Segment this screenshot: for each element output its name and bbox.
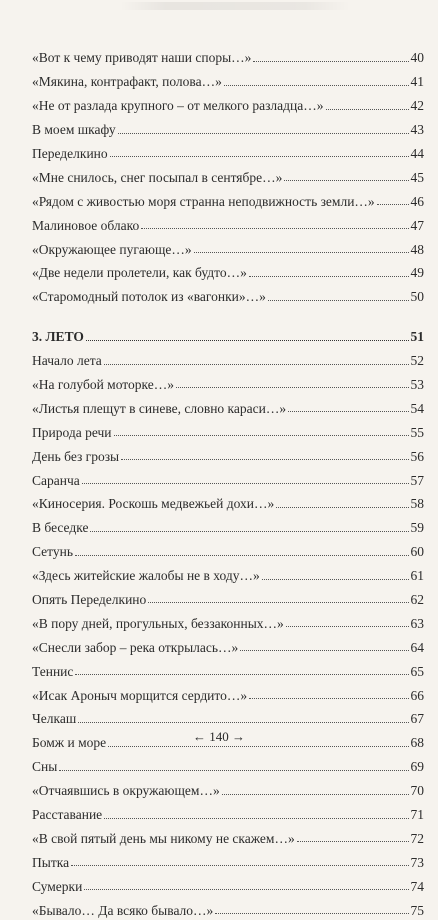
toc-entry-page: 63 bbox=[410, 615, 424, 631]
toc-entry bbox=[32, 92, 424, 116]
toc-entry-title: «Не от разлада крупного – от мелкого разладца…» bbox=[32, 98, 324, 114]
toc-entry-page: 43 bbox=[410, 122, 424, 138]
toc-entry-title: «Бывало… Да всяко бывало…» bbox=[32, 902, 214, 918]
toc-entry bbox=[32, 681, 424, 705]
page-folio: ← 140 → bbox=[193, 729, 245, 744]
toc-entry-page: 55 bbox=[410, 424, 424, 440]
dot-leader bbox=[84, 888, 408, 890]
toc-entry bbox=[32, 753, 424, 777]
toc-entry-page: 56 bbox=[410, 448, 424, 464]
toc-entry bbox=[32, 211, 424, 235]
toc-entry-title: «Здесь житейские жалобы не в ходу…» bbox=[32, 568, 260, 584]
toc-entry-title: Опять Переделкино bbox=[32, 591, 147, 607]
toc-entry bbox=[32, 466, 424, 490]
toc-entry bbox=[32, 586, 424, 610]
toc-entry-title: Теннис bbox=[32, 663, 74, 679]
toc-entry-page: 52 bbox=[410, 353, 424, 369]
toc-entry bbox=[32, 896, 424, 920]
table-of-contents bbox=[32, 44, 424, 920]
toc-entry bbox=[32, 163, 424, 187]
toc-entry-page: 62 bbox=[410, 591, 424, 607]
dot-leader bbox=[71, 864, 408, 866]
toc-entry bbox=[32, 442, 424, 466]
toc-entry bbox=[32, 418, 424, 442]
dot-leader bbox=[121, 458, 408, 460]
toc-entry-title: «Вот к чему приводят наши споры…» bbox=[32, 50, 252, 66]
toc-entry-title: «Окружающее пугающе…» bbox=[32, 241, 192, 257]
toc-entry-page: 60 bbox=[410, 544, 424, 560]
toc-entry bbox=[32, 283, 424, 307]
toc-entry-page: 41 bbox=[410, 74, 424, 90]
toc-entry-title: Сетунь bbox=[32, 544, 74, 560]
toc-entry-title: «Отчаявшись в окружающем…» bbox=[32, 783, 220, 799]
dot-leader bbox=[104, 363, 409, 365]
dot-leader bbox=[268, 299, 409, 301]
toc-entry-title: Малиновое облако bbox=[32, 217, 140, 233]
toc-entry-page: 72 bbox=[410, 830, 424, 846]
toc-entry bbox=[32, 371, 424, 395]
dot-leader bbox=[249, 275, 409, 277]
toc-entry-title: Сны bbox=[32, 759, 58, 775]
toc-entry-page: 44 bbox=[410, 145, 424, 161]
toc-entry-page: 74 bbox=[410, 878, 424, 894]
dot-leader bbox=[222, 793, 409, 795]
toc-entry-page: 53 bbox=[410, 376, 424, 392]
dot-leader bbox=[284, 179, 408, 181]
toc-entry-title: Расставание bbox=[32, 807, 103, 822]
toc-entry-title: «Мне снилось, снег посыпал в сентябре…» bbox=[32, 169, 283, 185]
toc-entry-title: Пытка bbox=[32, 854, 70, 870]
toc-entry-page: 47 bbox=[410, 217, 424, 233]
toc-entry bbox=[32, 872, 424, 896]
toc-entry-page: 46 bbox=[410, 193, 424, 209]
toc-entry-title: Бомж и море bbox=[32, 735, 107, 751]
dot-leader bbox=[377, 203, 409, 205]
toc-entry-title: «Две недели пролетели, как будто…» bbox=[32, 265, 247, 281]
toc-entry bbox=[32, 44, 424, 68]
dot-leader bbox=[110, 155, 409, 157]
dot-leader bbox=[75, 673, 408, 675]
toc-entry-page: 40 bbox=[410, 50, 424, 66]
toc-entry-page: 73 bbox=[410, 854, 424, 870]
toc-entry bbox=[32, 68, 424, 92]
dot-leader bbox=[297, 840, 409, 842]
section-page-number: 51 bbox=[410, 329, 424, 345]
dot-leader bbox=[59, 769, 408, 771]
dot-leader bbox=[86, 339, 409, 341]
toc-entry-title: В моем шкафу bbox=[32, 122, 116, 138]
toc-list-lower bbox=[32, 347, 424, 920]
toc-entry-page: 69 bbox=[410, 759, 424, 775]
toc-entry-title: «В пору дней, прогульных, беззаконных…» bbox=[32, 615, 284, 631]
toc-entry-page: 59 bbox=[410, 520, 424, 536]
toc-entry-title: Челкаш bbox=[32, 711, 77, 727]
toc-entry bbox=[32, 490, 424, 514]
toc-entry bbox=[32, 235, 424, 259]
toc-entry-title: Природа речи bbox=[32, 424, 112, 440]
toc-entry bbox=[32, 259, 424, 283]
toc-entry-page: 50 bbox=[410, 289, 424, 305]
toc-entry-title: «Снесли забор – река открылась…» bbox=[32, 639, 239, 655]
toc-entry-title: «Рядом с живостью моря странна неподвижность земли…» bbox=[32, 193, 375, 209]
toc-entry bbox=[32, 538, 424, 562]
dot-leader bbox=[224, 84, 409, 86]
toc-entry bbox=[32, 514, 424, 538]
dot-leader bbox=[286, 625, 409, 627]
toc-entry bbox=[32, 801, 424, 825]
section-gap bbox=[32, 307, 424, 323]
dot-leader bbox=[141, 227, 408, 229]
show-through-text bbox=[120, 2, 350, 10]
toc-entry-title: «Исак Ароныч морщится сердито…» bbox=[32, 687, 248, 703]
toc-entry-page: 68 bbox=[410, 735, 424, 751]
toc-entry-title: Саранча bbox=[32, 472, 80, 488]
toc-entry-title: «Старомодный потолок из «вагонки»…» bbox=[32, 289, 266, 305]
toc-entry-title: День без грозы bbox=[32, 448, 120, 464]
dot-leader bbox=[194, 251, 409, 253]
dot-leader bbox=[108, 745, 408, 747]
toc-entry-title: «Мякина, контрафакт, полова…» bbox=[32, 74, 222, 90]
dot-leader bbox=[118, 132, 409, 134]
toc-entry-title: «На голубой моторке…» bbox=[32, 376, 174, 392]
toc-list-upper bbox=[32, 44, 424, 307]
dot-leader bbox=[326, 108, 409, 110]
toc-entry-page: 48 bbox=[410, 241, 424, 257]
dot-leader bbox=[148, 601, 408, 603]
dot-leader bbox=[276, 506, 408, 508]
toc-entry-page: 61 bbox=[410, 568, 424, 584]
toc-entry bbox=[32, 347, 424, 371]
toc-entry bbox=[32, 394, 424, 418]
toc-entry-title: «В свой пятый день мы никому не скажем…» bbox=[32, 830, 295, 846]
dot-leader bbox=[104, 817, 408, 819]
dot-leader bbox=[215, 912, 408, 914]
toc-entry-page: 70 bbox=[410, 783, 424, 799]
dot-leader bbox=[82, 482, 409, 484]
toc-entry-title: Начало лета bbox=[32, 353, 102, 369]
toc-entry-page: 71 bbox=[410, 807, 424, 822]
dot-leader bbox=[78, 721, 408, 723]
toc-entry-page: 64 bbox=[410, 639, 424, 655]
toc-entry-page: 42 bbox=[410, 98, 424, 114]
toc-entry-page: 66 bbox=[410, 687, 424, 703]
toc-entry-page: 57 bbox=[410, 472, 424, 488]
toc-entry bbox=[32, 777, 424, 801]
toc-entry bbox=[32, 633, 424, 657]
dot-leader bbox=[75, 554, 408, 556]
toc-entry bbox=[32, 705, 424, 729]
section-title: 3. ЛЕТО bbox=[32, 329, 84, 345]
dot-leader bbox=[176, 386, 409, 388]
toc-entry-page: 58 bbox=[410, 496, 424, 512]
toc-entry bbox=[32, 187, 424, 211]
toc-entry bbox=[32, 140, 424, 164]
toc-entry-page: 65 bbox=[410, 663, 424, 679]
toc-section-heading bbox=[32, 323, 424, 347]
dot-leader bbox=[253, 60, 408, 62]
toc-entry bbox=[32, 825, 424, 849]
toc-entry-title: В беседке bbox=[32, 520, 89, 536]
toc-entry bbox=[32, 116, 424, 140]
toc-entry-page: 49 bbox=[410, 265, 424, 281]
toc-entry-title: «Листья плещут в синеве, словно караси…» bbox=[32, 400, 287, 416]
toc-entry-page: 75 bbox=[410, 902, 424, 918]
toc-entry bbox=[32, 562, 424, 586]
dot-leader bbox=[240, 649, 408, 651]
toc-entry-title: Переделкино bbox=[32, 145, 108, 161]
toc-entry-title: Сумерки bbox=[32, 878, 83, 894]
toc-entry bbox=[32, 609, 424, 633]
toc-entry-page: 45 bbox=[410, 169, 424, 185]
toc-entry bbox=[32, 657, 424, 681]
toc-entry bbox=[32, 848, 424, 872]
dot-leader bbox=[114, 434, 409, 436]
toc-entry-page: 67 bbox=[410, 711, 424, 727]
toc-entry-title: «Киносерия. Роскошь медвежьей дохи…» bbox=[32, 496, 275, 512]
dot-leader bbox=[90, 530, 408, 532]
dot-leader bbox=[288, 410, 408, 412]
dot-leader bbox=[262, 578, 409, 580]
dot-leader bbox=[249, 697, 408, 699]
toc-entry-page: 54 bbox=[410, 400, 424, 416]
